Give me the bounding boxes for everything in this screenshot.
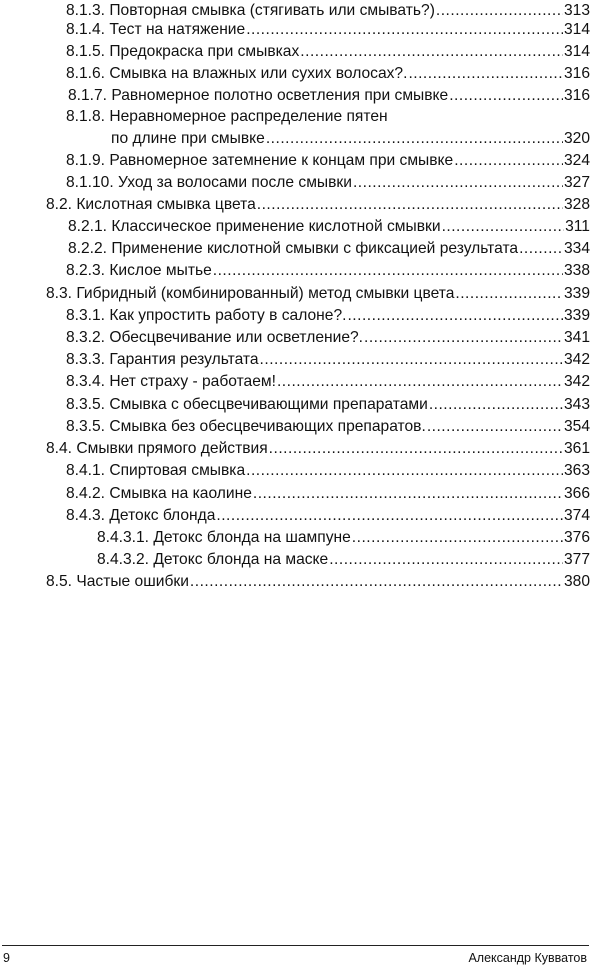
toc-entry-title: 8.2.1. Классическое применение кислотной смывки	[68, 218, 441, 235]
toc-entry-title: 8.3.1. Как упростить работу в салоне?.	[66, 307, 347, 324]
toc-entry	[66, 305, 590, 327]
toc-entry-title: 8.1.8. Неравномерное распределение пятен	[66, 108, 388, 125]
toc-entry-page: 354	[563, 418, 590, 435]
toc-entry-page: 366	[563, 485, 590, 502]
toc-entry	[111, 128, 590, 150]
toc-dot-leader	[277, 371, 563, 393]
toc-entry	[46, 194, 590, 216]
toc-dot-leader	[266, 128, 563, 150]
toc-dot-leader	[257, 194, 563, 216]
toc-entry-title: 8.4.1. Спиртовая смывка	[66, 462, 246, 479]
toc-dot-leader	[519, 238, 563, 260]
toc-entry-page: 314	[563, 43, 590, 60]
toc-entry-title: 8.3.2. Обесцвечивание или осветление?.	[66, 329, 363, 346]
footer-divider	[2, 945, 589, 946]
toc-dot-leader	[352, 527, 563, 549]
toc-entry-page: 316	[563, 87, 590, 104]
toc-entry-page: 316	[563, 65, 590, 82]
toc-dot-leader	[442, 216, 565, 238]
toc-entry	[97, 549, 590, 571]
toc-entry	[66, 63, 590, 85]
toc-entry-page: 313	[563, 2, 590, 19]
toc-entry-page: 376	[563, 529, 590, 546]
toc-entry-page: 342	[563, 351, 590, 368]
toc-dot-leader	[260, 349, 563, 371]
toc-entry-title: 8.4.3.1. Детокс блонда на шампуне	[97, 529, 351, 546]
toc-entry-page: 374	[563, 507, 590, 524]
toc-entry-page: 380	[563, 573, 590, 590]
toc-dot-leader	[190, 571, 563, 593]
toc-entry-page: 338	[563, 262, 590, 279]
toc-entry-page: 363	[563, 462, 590, 479]
toc-entry-title: 8.1.9. Равномерное затемнение к концам при смывке	[66, 152, 454, 169]
toc-entry	[66, 349, 590, 371]
toc-entry	[46, 571, 590, 593]
toc-entry-title: 8.4. Смывки прямого действия	[46, 440, 268, 457]
toc-entry-title: по длине при смывке	[111, 130, 265, 147]
toc-dot-leader	[408, 63, 563, 85]
toc-entry	[66, 416, 590, 438]
toc-dot-leader	[300, 41, 563, 63]
toc-entry	[66, 371, 590, 393]
toc-dot-leader	[449, 85, 563, 107]
toc-entry	[68, 216, 590, 238]
toc-entry-title: 8.3.3. Гарантия результата	[66, 351, 259, 368]
toc-dot-leader	[213, 260, 563, 282]
toc-entry-title: 8.1.5. Предокраска при смывках	[66, 43, 300, 60]
toc-dot-leader	[253, 483, 563, 505]
toc-entry	[66, 505, 590, 527]
toc-dot-leader	[455, 283, 563, 305]
toc-entry	[66, 483, 590, 505]
toc-dot-leader	[347, 305, 563, 327]
toc-entry-page: 361	[563, 440, 590, 457]
toc-entry	[97, 527, 590, 549]
footer-page-number: 9	[3, 951, 10, 965]
toc-entry-title: 8.1.10. Уход за волосами после смывки	[66, 174, 352, 191]
toc-entry	[68, 85, 590, 107]
toc-entry	[66, 327, 590, 349]
toc-entry-page: 314	[563, 21, 590, 38]
toc-entry	[66, 19, 590, 41]
toc-entry-page: 327	[563, 174, 590, 191]
toc-entry-title: 8.2. Кислотная смывка цвета	[46, 196, 256, 213]
toc-entry	[66, 41, 590, 63]
toc-dot-leader	[329, 549, 563, 571]
toc-dot-leader	[429, 394, 563, 416]
toc-entry-page: 377	[563, 551, 590, 568]
toc-entry	[66, 150, 590, 172]
toc-entry-page: 341	[563, 329, 590, 346]
toc-entry	[66, 172, 590, 194]
toc-dot-leader	[269, 438, 563, 460]
toc-entry-title: 8.1.4. Тест на натяжение	[66, 21, 246, 38]
toc-dot-leader	[454, 150, 563, 172]
footer-author: Александр Кувватов	[468, 951, 587, 965]
toc-dot-leader	[246, 460, 563, 482]
toc-entry-page: 339	[563, 285, 590, 302]
toc-entry-title: 8.4.2. Смывка на каолине	[66, 485, 252, 502]
toc-entry-title: 8.5. Частые ошибки	[46, 573, 189, 590]
toc-entry-title: 8.4.3. Детокс блонда	[66, 507, 216, 524]
toc-entry-page: 343	[563, 396, 590, 413]
toc-entry	[46, 438, 590, 460]
toc-entry-title: 8.1.7. Равномерное полотно осветления при смывке	[68, 87, 449, 104]
toc-entry-title: 8.2.2. Применение кислотной смывки с фиксацией результата	[68, 240, 519, 257]
toc-dot-leader	[364, 327, 563, 349]
toc-entry-title: 8.3.4. Нет страху - работаем!	[66, 373, 276, 390]
toc-entry-page: 339	[563, 307, 590, 324]
toc-entry	[68, 238, 590, 260]
toc-dot-leader	[353, 172, 563, 194]
toc-dot-leader	[246, 19, 563, 41]
toc-entry-title: 8.4.3.2. Детокс блонда на маске	[97, 551, 329, 568]
toc-entry-title: 8.3.5. Смывка с обесцвечивающими препаратами	[66, 396, 428, 413]
toc-entry-page: 342	[563, 373, 590, 390]
toc-entry-page: 324	[563, 152, 590, 169]
toc-entry-page: 334	[563, 240, 590, 257]
toc-entry	[66, 106, 590, 128]
toc-entry	[66, 394, 590, 416]
toc-dot-leader	[216, 505, 563, 527]
toc-entry-page: 311	[565, 218, 590, 235]
toc-entry-title: 8.2.3. Кислое мытье	[66, 262, 212, 279]
toc-entry	[46, 283, 590, 305]
toc-entry-title: 8.1.6. Смывка на влажных или сухих волосах?.	[66, 65, 408, 82]
toc-dot-leader	[427, 416, 563, 438]
toc-entry-title: 8.1.3. Повторная смывка (стягивать или смывать?)	[66, 2, 435, 19]
toc-entry-page: 320	[563, 130, 590, 147]
toc-entry	[66, 460, 590, 482]
toc-entry	[66, 260, 590, 282]
toc-entry-title: 8.3. Гибридный (комбинированный) метод смывки цвета	[46, 285, 455, 302]
toc-entry-page: 328	[563, 196, 590, 213]
toc-entry-title: 8.3.5. Смывка без обесцвечивающих препаратов.	[66, 418, 426, 435]
